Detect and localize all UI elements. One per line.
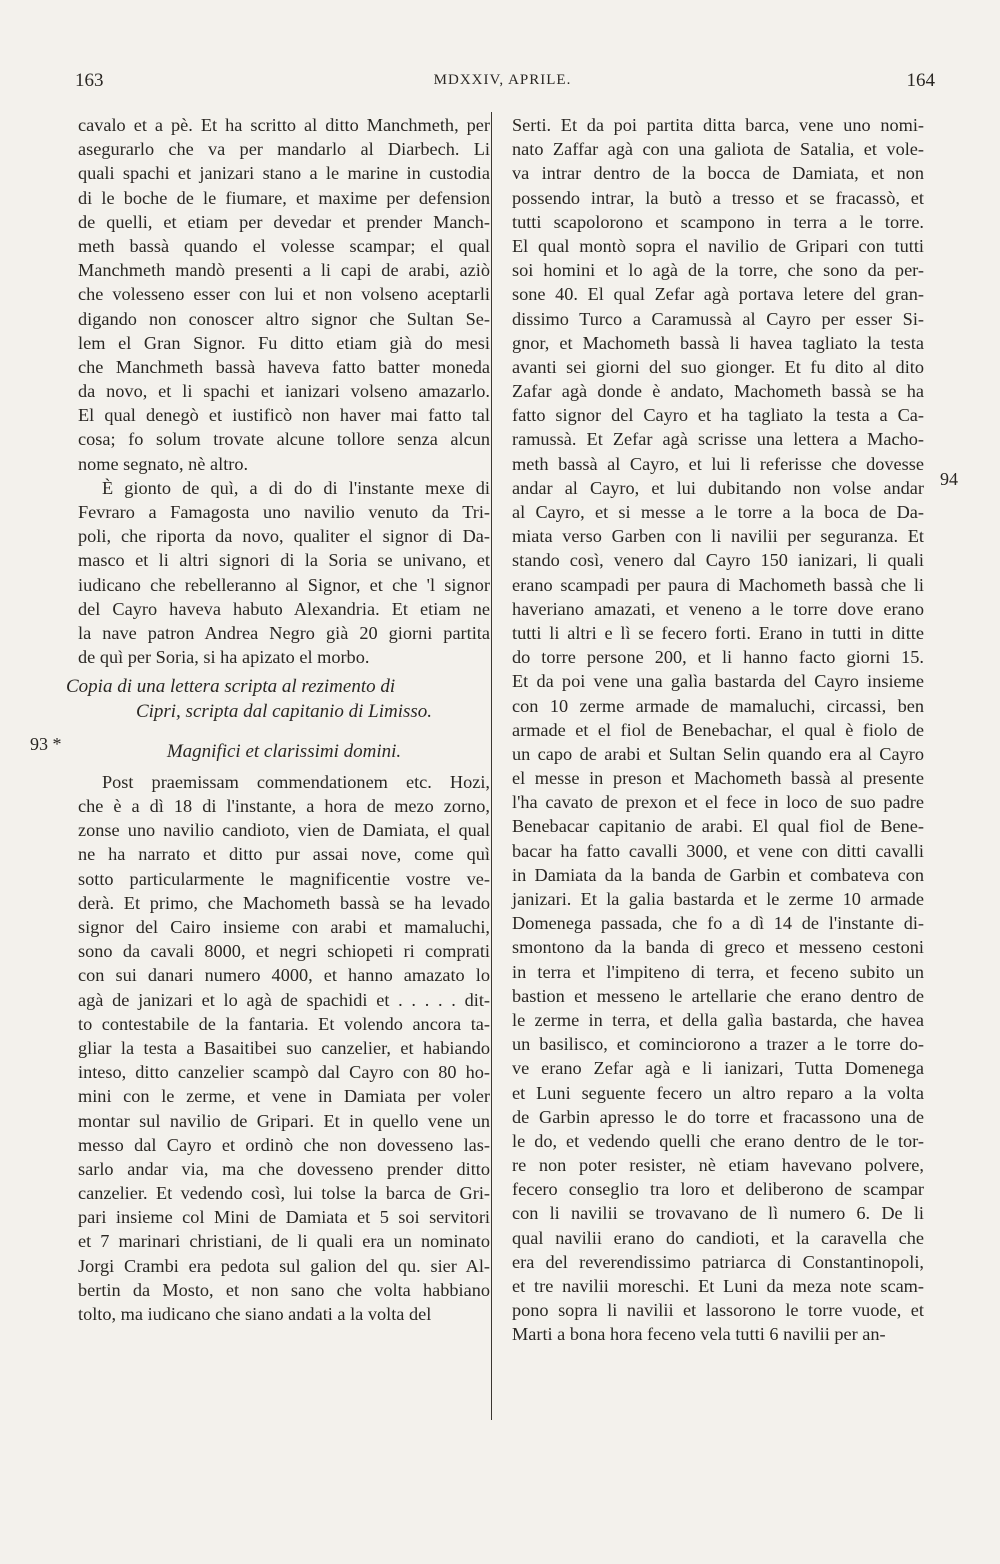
text-line: iudicano che rebelleranno al Signor, et che 'l signor — [78, 574, 490, 595]
text-line: Benebacar capitanio de arabi. El qual fiol de Bene- — [512, 816, 924, 837]
text-line: dissimo Turco a Caramussà al Cayro per esser Si- — [512, 308, 924, 329]
text-line: che Manchmeth bassà haveva fatto batter moneda — [78, 356, 490, 377]
text-line: smontono da la banda di greco et messeno cestoni — [512, 937, 924, 958]
text-line: le zerme in terra, et della galìa bastarda, che havea — [512, 1009, 924, 1030]
text-line: Domenega passada, che fo a dì 14 de l'instante di- — [512, 913, 924, 934]
text-line: avanti sei giorni del suo gionger. Et fu dito al dito — [512, 356, 924, 377]
text-line: asegurarlo che va per mandarlo al Diarbech. Li — [78, 139, 490, 160]
text-line: Et da poi vene una galìa bastarda del Cayro insieme — [512, 671, 924, 692]
text-line: di le boche de le fiumare, et maxime per defension — [78, 187, 490, 208]
right-column — [512, 113, 924, 1347]
text-line: El qual denegò et iustificò non haver mai fatto tal — [78, 405, 490, 426]
page-number-right: 164 — [906, 70, 935, 91]
text-line: ve erano Zefar agà e li ianizari, Tutta Domenega — [512, 1058, 924, 1079]
text-line: un capo de arabi et Sultan Selin quando era al Cayro — [512, 743, 924, 764]
margin-note-left: 93 * — [30, 734, 62, 754]
text-line: fecero conseglio tra loro et deliberono de scampar — [512, 1179, 924, 1200]
column-divider — [491, 112, 492, 1420]
text-line: bertin da Mosto, et non sano che volta habbiano — [78, 1279, 490, 1300]
text-line: soi homini et lo agà de la torre, che sono da per- — [512, 260, 924, 281]
text-line: derà. Et primo, che Machometh bassà se ha levado — [78, 892, 490, 913]
text-line: meth bassà al Cayro, et lui li referisse che dovesse — [512, 453, 924, 474]
text-line: con li navilii se trovavano de lì numero 6. De li — [512, 1203, 924, 1224]
text-line: che è a dì 18 di l'instante, a hora de mezo zorno, — [78, 796, 490, 817]
text-line: le do, et vedendo quelli che erano dentro de le tor- — [512, 1130, 924, 1151]
running-header — [70, 70, 935, 100]
text-line: da novo, et li spachi et ianizari volseno amazarlo. — [78, 381, 490, 402]
text-line: era del reverendissimo patriarca di Constantinopoli, — [512, 1251, 924, 1272]
text-line: la nave patron Andrea Negro già 20 giorni partita — [78, 622, 490, 643]
text-line: to contestabile de la fantaria. Et volendo ancora ta- — [78, 1013, 490, 1034]
text-line: agà de janizari et lo agà de spachidi et . . . . . dit- — [78, 989, 490, 1010]
text-line: canzelier. Et vedendo così, lui tolse la barca de Gri- — [78, 1183, 490, 1204]
text-line: va intrar dentro de la bocca de Damiata, et non — [512, 163, 924, 184]
text-line: et Luni seguente fecero un altro reparo a la volta — [512, 1082, 924, 1103]
text-line: nato Zaffar agà con una galiota de Satalia, et vole- — [512, 139, 924, 160]
text-line: gnor, et Machometh bassà li havea tagliato la testa — [512, 332, 924, 353]
text-line: meth bassà quando el volesse scampar; el qual — [78, 235, 490, 256]
text-line: bastion et messeno le artellarie che erano dentro de — [512, 985, 924, 1006]
page-number-left: 163 — [75, 70, 104, 91]
text-line: pari insieme col Mini de Damiata et 5 soi servitori — [78, 1207, 490, 1228]
text-line: do torre persone 200, et li hanno facto giorni 15. — [512, 647, 924, 668]
text-line: signor del Cairo insieme con arabi et mamaluchi, — [78, 917, 490, 937]
text-line: sone 40. El qual Zefar agà portava letere del gran- — [512, 284, 924, 305]
text-line: del Cayro haveva habuto Alexandria. Et etiam ne — [78, 598, 490, 619]
text-line: Magnifici et clarissimi domini. — [166, 740, 402, 762]
text-line: Serti. Et da poi partita ditta barca, vene uno nomi- — [512, 115, 924, 135]
text-line: un basilisco, et cominciorono a trazer a le torre do- — [512, 1034, 924, 1055]
text-line: re non poter resister, nè etiam havevano polvere, — [512, 1155, 924, 1176]
text-line: miata verso Garben con li navilii per seguranza. Et — [512, 526, 924, 547]
text-line: bacar ha fatto cavalli 3000, et vene con ditti cavalli — [512, 840, 924, 861]
text-line: zonse uno navilio candioto, vien de Damiata, el qual — [78, 820, 490, 841]
text-line: Zafar agà donde è andato, Machometh bassà se ha — [512, 381, 924, 402]
text-line: Marti a bona hora feceno vela tutti 6 navilii per an- — [512, 1324, 886, 1345]
text-line: el messe in preson et Machometh bassà al presente — [512, 768, 924, 789]
text-line: stando così, venero dal Cayro 150 ianizari, li quali — [512, 550, 924, 571]
text-line: andar al Cayro, et lui dubitando non volse andar — [512, 477, 924, 498]
text-line: Cipri, scripta dal capitanio di Limisso. — [135, 700, 433, 722]
text-line: Jorgi Crambi era pedota sul galion del qu. sier Al- — [78, 1255, 490, 1276]
text-line: qual navilii erano do candioti, et la caravella che — [512, 1227, 924, 1248]
text-line: de quì per Soria, si ha apizato el morbo. — [78, 647, 370, 668]
text-line: Copia di una lettera scripta al rezimento di — [66, 676, 396, 698]
left-column — [66, 113, 490, 1326]
text-line: sono da cavali 8000, et negri schiopeti ri comprati — [78, 941, 490, 962]
text-line: ne ha narrato et ditto pur assai nove, come quì — [78, 844, 490, 865]
text-line: quali spachi et janizari stano a le marine in custodia — [78, 163, 490, 184]
text-line: con sui danari numero 4000, et hanno amazato lo — [78, 965, 490, 986]
text-line: Fevraro a Famagosta uno navilio venuto da Tri- — [78, 502, 490, 522]
text-line: È gionto de quì, a di do di l'instante mexe di — [102, 477, 490, 498]
text-line: de quelli, et etiam per devedar et prender Manch- — [78, 211, 490, 232]
text-line: pono sopra li navilii et lassorono le torre vuode, et — [512, 1300, 924, 1321]
text-line: al Cayro, et si messe a le torre a la boca de Da- — [512, 502, 924, 522]
text-line: poli, che riporta da novo, qualiter el signor di Da- — [78, 526, 490, 547]
text-line: de Garbin apresso le do torre et fracassono una de — [512, 1106, 924, 1127]
text-line: El qual montò sopra el navilio de Gripari con tutti — [512, 235, 924, 256]
text-line: et 7 marinari christiani, de li quali era un nominato — [78, 1231, 490, 1252]
text-line: sarlo andar via, ma che dovesseno prender ditto — [78, 1158, 490, 1179]
text-line: armade et el fiol de Benebachar, el qual è fiolo de — [512, 719, 924, 740]
text-line: in terra et l'impiteno di terra, et feceno subito un — [512, 961, 924, 982]
text-line: tolto, ma iudicano che siano andati a la volta del — [78, 1304, 432, 1324]
text-line: ramussà. Et Zefar agà scrisse una lettera a Macho- — [512, 429, 924, 450]
text-line: lem el Gran Signor. Fu ditto etiam già do mesi — [78, 332, 490, 353]
text-line: nome segnato, nè altro. — [78, 453, 249, 474]
text-line: mini con le zerme, et vene in Damiata per voler — [78, 1086, 490, 1107]
text-line: possendo intrar, la butò a tresso et se fracassò, et — [512, 187, 924, 208]
text-line: et tre navilii moreschi. Et Luni da meza note scam- — [512, 1276, 924, 1296]
text-line: digando non conoscer altro signor che Sultan Se- — [78, 308, 490, 329]
text-line: erano scampadi per paura di Machometh bassà che li — [512, 574, 924, 595]
text-line: Post praemissam commendationem etc. Hozi, — [102, 771, 490, 792]
text-line: masco et li altri signori di la Soria se univano, et — [78, 550, 490, 571]
margin-note-right: 94 — [940, 469, 958, 489]
text-line: l'ha cavato de prexon et el fece in loco de suo padre — [512, 792, 924, 813]
text-line: cosa; fo solum trovate alcune tollore senza alcun — [78, 429, 490, 450]
text-line: tutti scapolorono et scampono in terra a le torre. — [512, 211, 924, 232]
text-line: fatto signor del Cayro et ha tagliato la testa a Ca- — [512, 405, 924, 426]
text-line: con 10 zerme armade de mamaluchi, circassi, ben — [512, 695, 924, 716]
text-line: haveriano amazati, et veneno a le torre dove erano — [512, 598, 924, 619]
text-line: che volesseno esser con lui et non volseno aceptarli — [78, 284, 490, 305]
text-line: in Damiata da la banda de Garbin et combateva con — [512, 864, 924, 885]
text-line: janizari. Et la galia bastarda et le zerme 10 armade — [512, 889, 924, 909]
text-line: Manchmeth mandò presenti a li capi de arabi, aziò — [78, 260, 490, 281]
text-line: sotto particularmente le magnificentie vostre ve- — [78, 868, 490, 889]
text-line: inteso, ditto canzelier scampò dal Cayro con 80 ho- — [78, 1062, 490, 1083]
text-line: messo dal Cayro et ordinò che non dovesseno las- — [78, 1134, 490, 1155]
text-line: tutti li altri e lì se fecero forti. Erano in tutti in ditte — [512, 622, 924, 643]
text-line: cavalo et a pè. Et ha scritto al ditto Manchmeth, per — [78, 115, 490, 135]
text-line: gliar la testa a Basaitibei suo canzelier, et habiando — [78, 1037, 490, 1058]
running-title: MDXXIV, APRILE. — [433, 72, 572, 88]
text-line: montar sul navilio de Gripari. Et in quello vene un — [78, 1110, 490, 1131]
